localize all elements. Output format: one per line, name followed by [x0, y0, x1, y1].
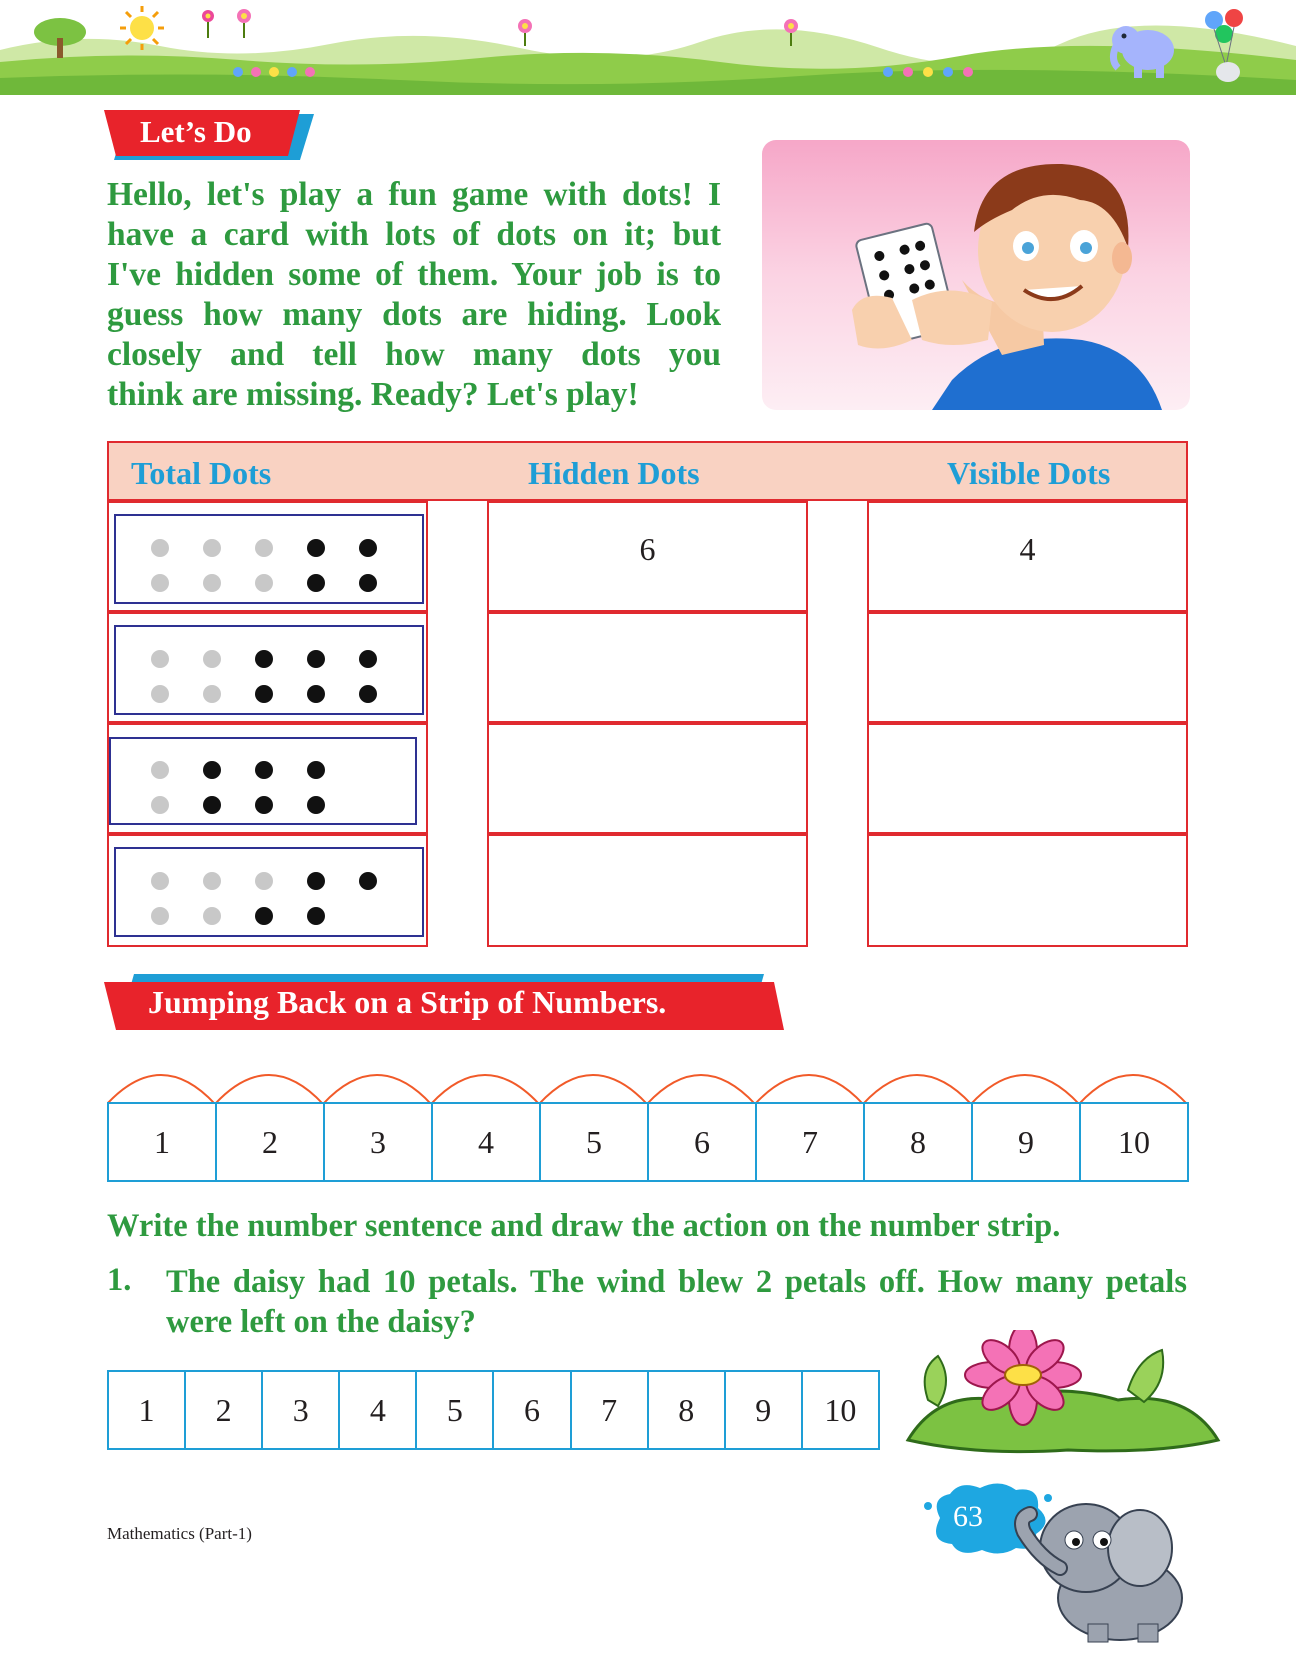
hidden-dot [151, 574, 169, 592]
total-dots-cell [107, 723, 428, 834]
number-strip-answer[interactable] [107, 1370, 880, 1450]
visible-dot [255, 685, 273, 703]
jump-arc [215, 1075, 323, 1104]
visible-dot [307, 574, 325, 592]
hidden-dots-answer-cell[interactable] [487, 723, 808, 834]
hidden-dot [151, 761, 169, 779]
dots-table-header [107, 441, 1188, 501]
hidden-dot [203, 907, 221, 925]
strip-cell: 4 [431, 1104, 539, 1180]
visible-dot [255, 761, 273, 779]
strip-cell: 7 [755, 1104, 863, 1180]
question-text: The daisy had 10 petals. The wind blew 2 petals off. How many petals were left on the daisy? [166, 1264, 1187, 1340]
hidden-dots-answer-cell[interactable] [487, 612, 808, 723]
intro-line: have a card with lots of dots on it; but [107, 216, 721, 253]
hidden-dot [151, 539, 169, 557]
total-dots-cell [107, 501, 428, 612]
hidden-dot [203, 574, 221, 592]
sun-icon [112, 4, 172, 52]
visible-dots-answer-cell[interactable] [867, 501, 1188, 612]
visible-dot [255, 907, 273, 925]
strip-cell: 6 [647, 1104, 755, 1180]
page-number: 63 [953, 1500, 983, 1533]
strip-cell[interactable]: 4 [338, 1372, 415, 1448]
jump-arc [323, 1075, 431, 1104]
visible-dot [255, 650, 273, 668]
jump-arcs [107, 1060, 1189, 1106]
small-flowers-icon [880, 64, 990, 80]
dot-card [114, 625, 424, 715]
visible-dot [307, 796, 325, 814]
visible-dot [203, 761, 221, 779]
strip-cell[interactable]: 9 [724, 1372, 801, 1448]
jump-arc [431, 1075, 539, 1104]
intro-line: think are missing. Ready? Let's play! [107, 376, 639, 413]
total-dots-cell [107, 612, 428, 723]
jumping-back-ribbon [104, 972, 784, 1034]
header-hidden-dots: Hidden Dots [528, 455, 700, 491]
intro-line: I've hidden some of them. Your job is to [107, 256, 721, 293]
strip-cell[interactable]: 2 [184, 1372, 261, 1448]
visible-dot [359, 650, 377, 668]
lets-do-title: Let’s Do [140, 114, 252, 149]
elephant-icon [1108, 14, 1183, 80]
visible-dot [307, 650, 325, 668]
visible-dots-answer-cell[interactable] [867, 834, 1188, 947]
intro-paragraph [107, 175, 721, 415]
hidden-dot [255, 872, 273, 890]
small-flowers-icon [230, 64, 320, 80]
jump-arc [755, 1075, 863, 1104]
strip-cell: 3 [323, 1104, 431, 1180]
jump-arc [1079, 1075, 1187, 1104]
strip-cell: 8 [863, 1104, 971, 1180]
intro-line: Hello, let's play a fun game with dots! I [107, 176, 721, 213]
visible-dots-value: 4 [1019, 531, 1036, 567]
dot-card [109, 737, 417, 825]
jump-arc [647, 1075, 755, 1104]
visible-dot [307, 539, 325, 557]
strip-cell: 10 [1079, 1104, 1187, 1180]
strip-cell[interactable]: 10 [801, 1372, 878, 1448]
visible-dot [359, 685, 377, 703]
dot-card [114, 847, 424, 937]
visible-dot [307, 872, 325, 890]
jump-arc [863, 1075, 971, 1104]
visible-dot [359, 574, 377, 592]
hidden-dot [255, 539, 273, 557]
visible-dot [359, 539, 377, 557]
strip-cell[interactable]: 1 [138, 1391, 155, 1428]
strip-cell[interactable]: 3 [261, 1372, 338, 1448]
strip-cell: 5 [539, 1104, 647, 1180]
hidden-dots-answer-cell[interactable] [487, 834, 808, 947]
flower-icon [776, 16, 806, 46]
tree-icon [30, 14, 90, 60]
daisy-bush-illustration [898, 1330, 1238, 1470]
strip-cell: 2 [215, 1104, 323, 1180]
boy-holding-card-illustration [762, 140, 1190, 410]
jump-arc [971, 1075, 1079, 1104]
header-visible-dots: Visible Dots [947, 455, 1111, 491]
hidden-dot [203, 685, 221, 703]
lets-do-ribbon [104, 108, 314, 166]
question-number: 1. [107, 1262, 132, 1298]
hidden-dot [203, 539, 221, 557]
hidden-dots-value: 6 [639, 531, 656, 567]
visible-dot [255, 796, 273, 814]
strip-cell[interactable]: 6 [492, 1372, 569, 1448]
visible-dot [307, 685, 325, 703]
visible-dot [307, 907, 325, 925]
footer-book-title: Mathematics (Part-1) [107, 1524, 252, 1543]
balloons-icon [1196, 6, 1260, 86]
flowers-icon [196, 6, 266, 40]
flower-icon [510, 16, 540, 46]
intro-line: closely and tell how many dots you [107, 336, 721, 373]
hidden-dot [203, 650, 221, 668]
jumping-back-title: Jumping Back on a Strip of Numbers. [148, 984, 667, 1020]
hidden-dot [255, 574, 273, 592]
hidden-dot [151, 685, 169, 703]
header-total-dots: Total Dots [131, 455, 272, 491]
header-meadow-banner [0, 0, 1296, 95]
visible-dot [359, 872, 377, 890]
jump-arc [539, 1075, 647, 1104]
strip-cell: 9 [971, 1104, 1079, 1180]
total-dots-cell [107, 834, 428, 947]
strip-cell: 1 [154, 1123, 170, 1160]
visible-dot [203, 796, 221, 814]
hidden-dot [203, 872, 221, 890]
visible-dots-answer-cell[interactable] [867, 723, 1188, 834]
hidden-dot [151, 650, 169, 668]
hidden-dot [151, 907, 169, 925]
hidden-dot [151, 872, 169, 890]
strip-cell[interactable]: 5 [415, 1372, 492, 1448]
elephant-icon [1010, 1488, 1200, 1648]
visible-dots-answer-cell[interactable] [867, 612, 1188, 723]
strip-cell[interactable]: 8 [647, 1372, 724, 1448]
dot-card [114, 514, 424, 604]
instruction-text: Write the number sentence and draw the action on the number strip. [107, 1208, 1061, 1244]
jump-arc [107, 1075, 215, 1104]
number-strip-example [107, 1102, 1189, 1182]
hidden-dot [151, 796, 169, 814]
intro-line: guess how many dots are hiding. Look [107, 296, 721, 333]
strip-cell[interactable]: 7 [570, 1372, 647, 1448]
visible-dot [307, 761, 325, 779]
hidden-dots-answer-cell[interactable] [487, 501, 808, 612]
